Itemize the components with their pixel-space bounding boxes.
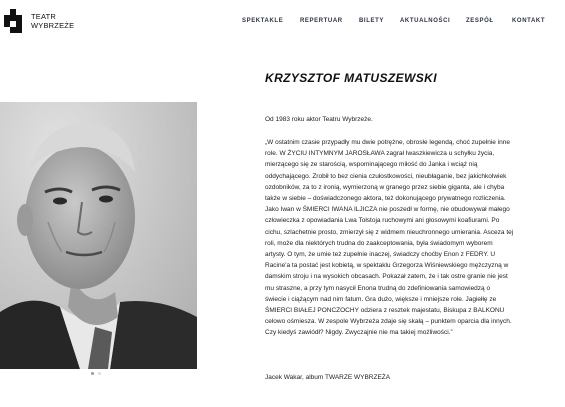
actor-bio bbox=[265, 137, 565, 339]
portrait-image bbox=[0, 102, 197, 369]
nav-spektakle[interactable]: SPEKTAKLE bbox=[242, 18, 284, 24]
bio-line: ŚMIERCI BIAŁEJ PONCZOCHY odziera z resztek majestatu, Biskupa z BALKONU bbox=[265, 307, 505, 315]
bio-line: Jako Iwan w ŚMIERCI IWANA ILJICZA nie poszedł w formę, nie obudowywał małego bbox=[265, 206, 510, 214]
bio-line: mierzącego się ze starością, wspominającego miłość do Janka i wciąż nią bbox=[265, 161, 478, 169]
gallery-dots bbox=[91, 372, 103, 376]
bio-line: „W ostatnim czasie przypadły mu dwie potrężne, obrosłe legendą, choć zupełnie inne bbox=[265, 139, 510, 146]
theatre-logo[interactable] bbox=[0, 9, 80, 37]
main-nav bbox=[242, 18, 546, 30]
nav-repertuar[interactable]: REPERTUAR bbox=[300, 18, 343, 24]
logo-line-2: WYBRZEŻE bbox=[31, 21, 75, 30]
bio-line: człowieczka z opowiadania Lwa Tołstoja ruchowymi ani głosowymi koafiurami. Po bbox=[265, 217, 500, 225]
bio-line: także w siebie – doświadczonego aktora, też dokonującego prywatnego rozliczenia. bbox=[265, 195, 506, 203]
logo-line-1: TEATR bbox=[31, 12, 57, 21]
nav-aktualnosci[interactable]: AKTUALNOŚCI bbox=[400, 18, 451, 24]
actor-since: Od 1983 roku aktor Teatru Wybrzeże. bbox=[265, 116, 373, 123]
bio-line: Czy kiedyś zawiódł? Nigdy. Zwyczajnie nie ma takiej możliwości.” bbox=[265, 329, 453, 337]
bio-line: oddychającego. Zrobił to bez cienia czułostkowości, nieubłaganie, bez jakichkolwiek bbox=[265, 172, 507, 180]
site-header bbox=[0, 0, 546, 46]
bio-line: świecie i ciążącym nad nim fatum. Gra dużo, większe i mniejsze role. Jagiełłę ze bbox=[265, 295, 497, 303]
bio-line: damskim stroju i na wysokich obcasach. Pokazał zatem, że i tak ostre granie nie jest bbox=[265, 273, 508, 281]
nav-kontakt[interactable]: KONTAKT bbox=[512, 18, 546, 24]
nav-zespol[interactable]: ZESPÓŁ bbox=[466, 18, 494, 24]
actor-name: KRZYSZTOF MATUSZEWSKI bbox=[265, 71, 437, 85]
bio-line: artysty. O tym, że umie też zupełnie inaczej, świadczy choćby Enon z FEDRY. U bbox=[265, 251, 496, 259]
logo-mark-icon bbox=[0, 9, 28, 33]
bio-line: Racine'a ta postać jest kobietą, w spektaklu Grzegorza Wiśniewskiego mężczyzną w bbox=[265, 262, 509, 270]
bio-line: mu straszne, a przy tym nasycił Enona trudną do zdefiniowania samowiedzą o bbox=[265, 284, 491, 292]
gallery-dot-1[interactable] bbox=[91, 372, 94, 375]
bio-credit: Jacek Wakar, album TWARZE WYBRZEŻA bbox=[265, 374, 391, 381]
nav-bilety[interactable]: BILETY bbox=[359, 18, 384, 24]
bio-line: celowo ośmiesza. W zespole Wybrzeża zdaje się skałą – punktem oparcia dla innych. bbox=[265, 318, 512, 326]
bio-line: ozdobników, za to z ironią, wymierzoną w granego przez siebie giganta, ale i chyba bbox=[265, 183, 505, 191]
bio-line: role. W ŻYCIU INTYMNYM JAROSŁAWA zagrał Iwaszkiewicza u schyłku życia, bbox=[265, 150, 495, 158]
logo-wordmark bbox=[31, 12, 74, 30]
gallery-dot-2[interactable] bbox=[98, 372, 101, 375]
actor-portrait bbox=[0, 102, 197, 369]
bio-line: cichu, szlachetnie prosto, zmierzył się z widmem nieuchronnego umierania. Asceza tej bbox=[265, 228, 514, 236]
bio-line: roli, może dla niektórych trudna do zaakceptowania, była świadomym wyborem bbox=[265, 239, 493, 247]
